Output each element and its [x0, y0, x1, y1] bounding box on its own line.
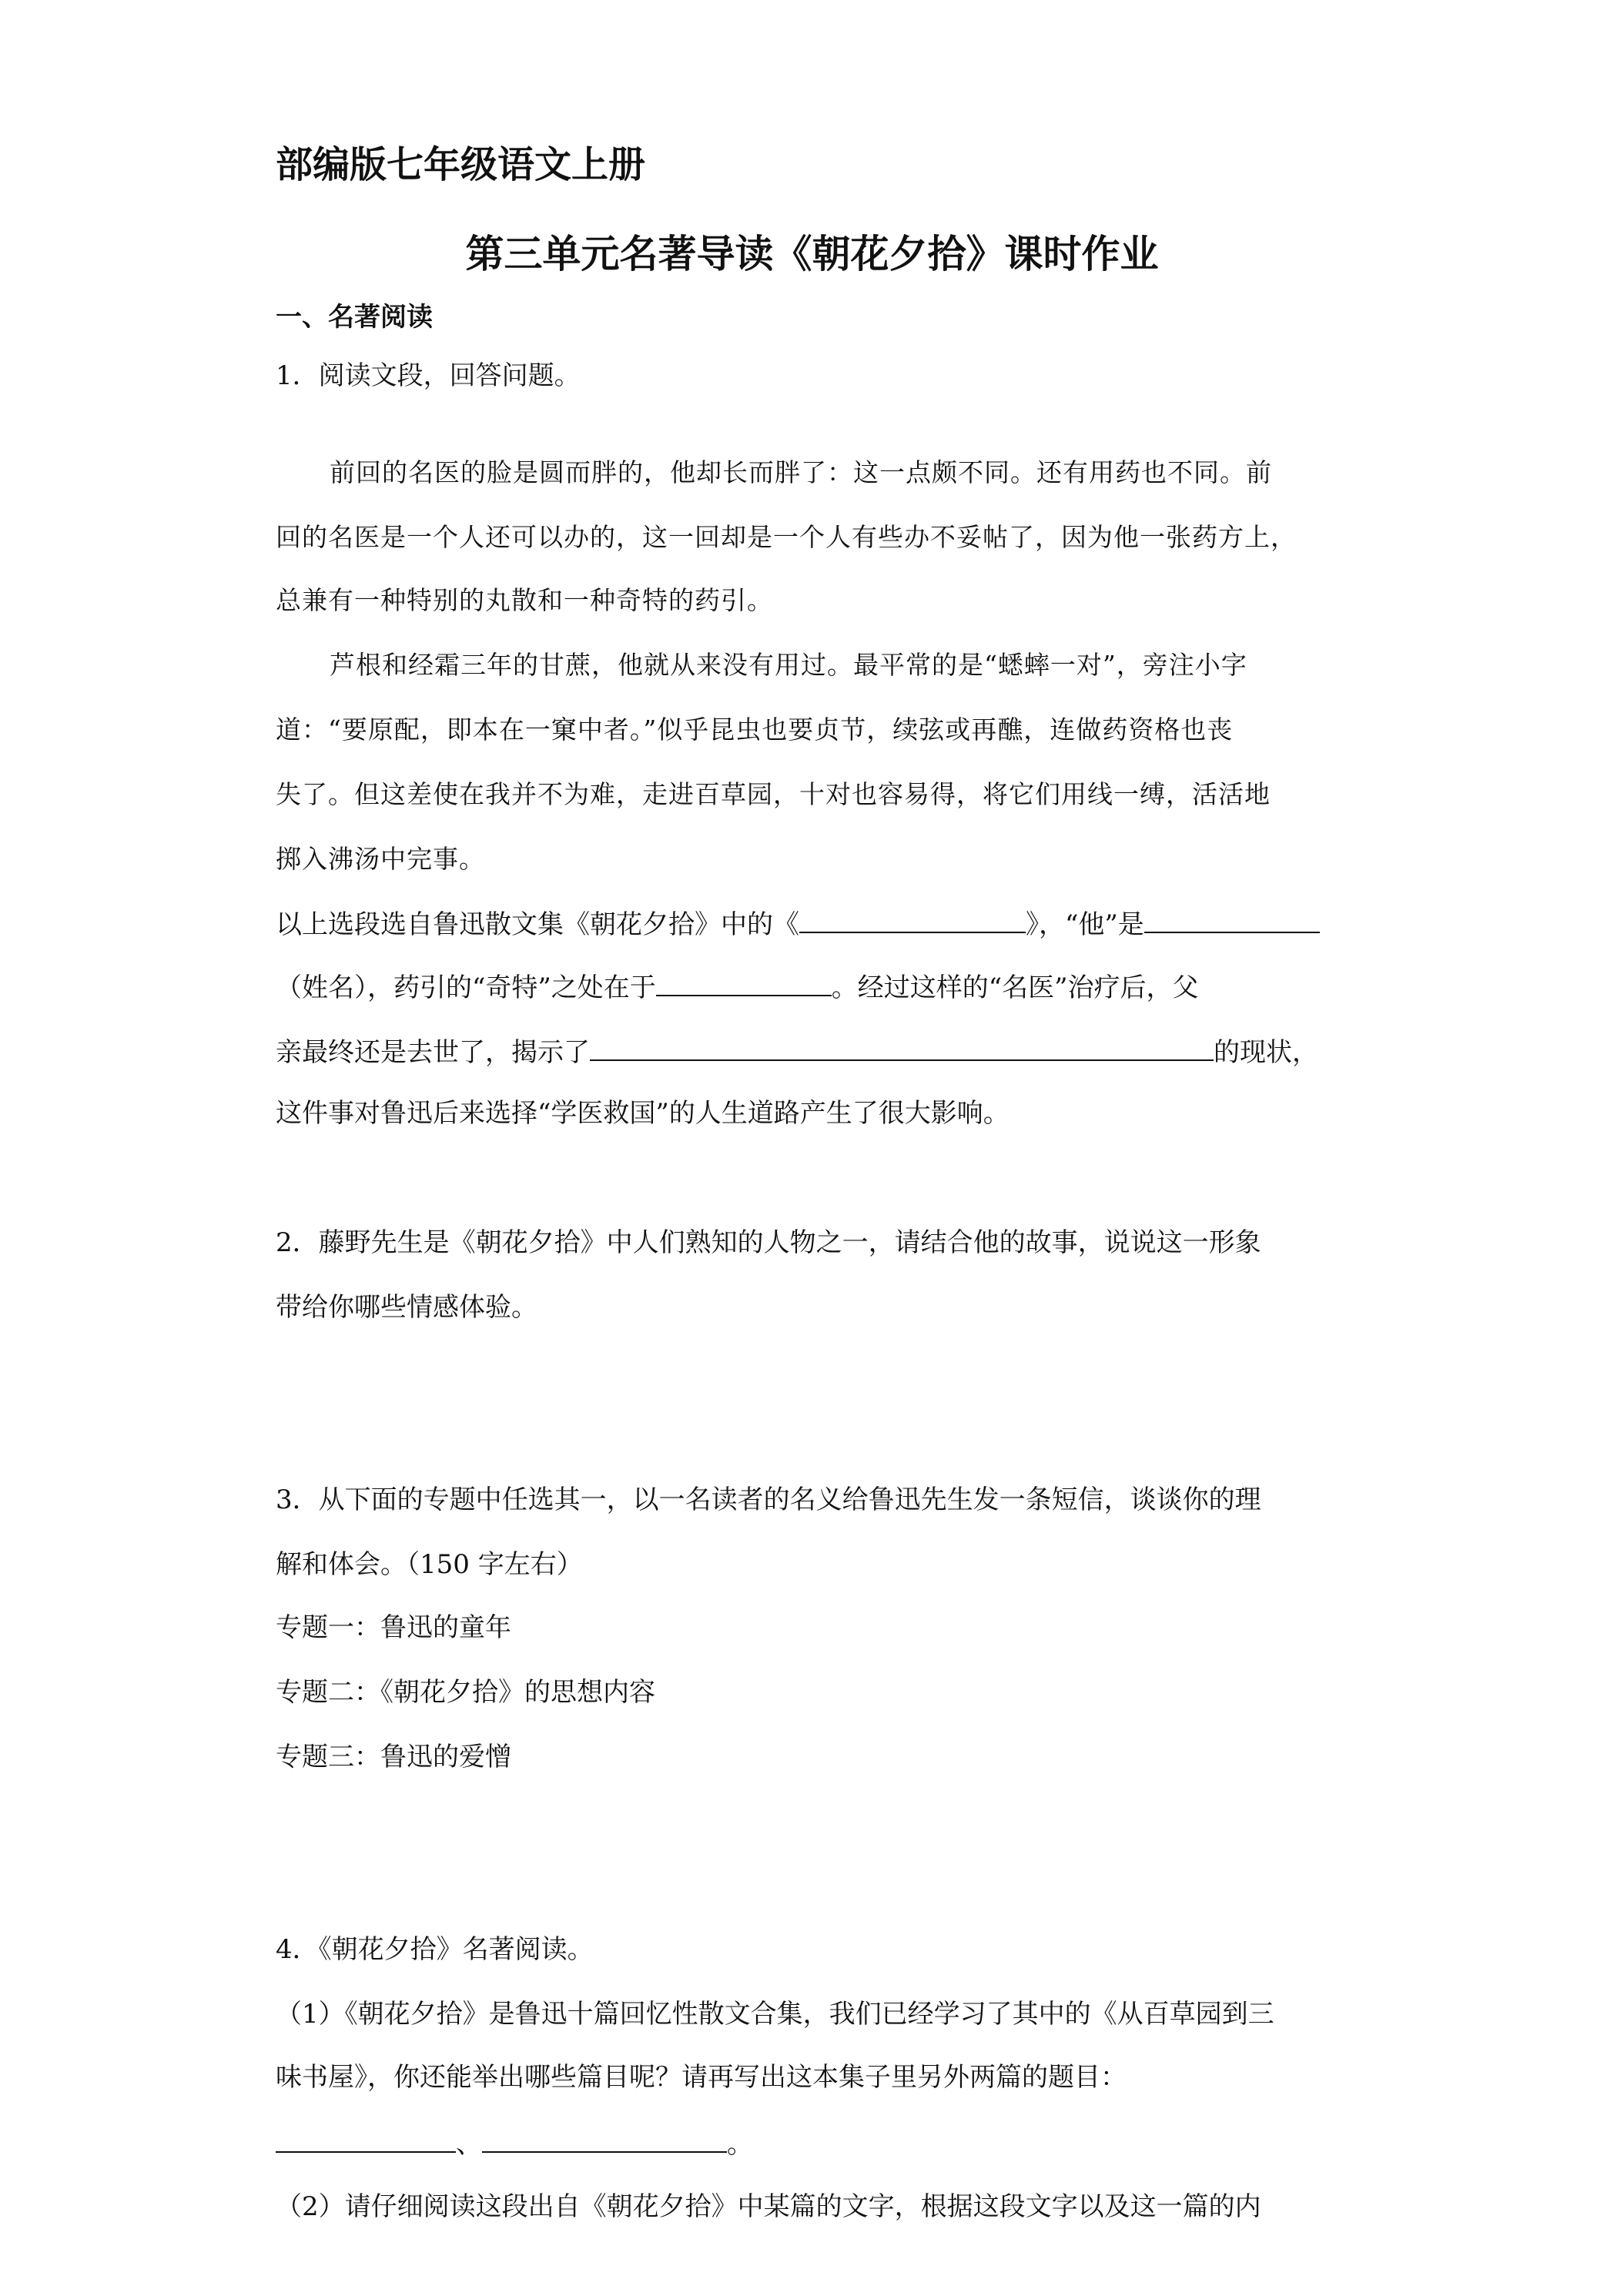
q3-line: 解和体会。（150 字左右） [276, 1549, 583, 1580]
name-blank[interactable] [1144, 905, 1320, 933]
situation-blank[interactable] [590, 1033, 1214, 1061]
q1-text: 》，“他”是 [1026, 909, 1144, 940]
q1-quote-line: 前回的名医的脸是圆而胖的，他却长而胖了：这一点颇不同。还有用药也不同。前 [330, 457, 1272, 487]
q4-part1-line: 味书屋》，你还能举出哪些篇目呢？请再写出这本集子里另外两篇的题目： [276, 2062, 1127, 2093]
medicine-blank[interactable] [656, 969, 832, 996]
q3-topic: 专题二：《朝花夕拾》的思想内容 [276, 1677, 655, 1708]
q3-line: 3．从下面的专题中任选其一，以一名读者的名义给鲁迅先生发一条短信，谈谈你的理 [276, 1484, 1261, 1515]
q1-quote-line: 失了。但这差使在我并不为难，走进百草园，十对也容易得，将它们用线一缚，活活地 [276, 779, 1271, 809]
q1-quote-line: 道：“要原配，即本在一窠中者。”似乎昆虫也要贞节，续弦或再醮，连做药资格也丧 [276, 715, 1234, 745]
q1-quote-line: 掷入沸汤中完事。 [276, 844, 485, 874]
q2-line: 2．藤野先生是《朝花夕拾》中人们熟知的人物之一，请结合他的故事，说说这一形象 [276, 1227, 1261, 1258]
q1-quote-line: 回的名医是一个人还可以办的，这一回却是一个人有些办不妥帖了，因为他一张药方上， [276, 522, 1297, 552]
q1-question-line [276, 905, 1320, 942]
q4-part2-line: （2）请仔细阅读这段出自《朝花夕拾》中某篇的文字，根据这段文字以及这一篇的内 [276, 2191, 1261, 2222]
section-heading: 一、名著阅读 [276, 302, 433, 333]
unit-title: 第三单元名著导读《朝花夕拾》课时作业 [465, 232, 1159, 276]
q1-text: 的现状， [1214, 1037, 1318, 1068]
q4-prompt: 4．《朝花夕拾》名著阅读。 [276, 1934, 594, 1965]
q3-topic: 专题三：鲁迅的爱憎 [276, 1742, 511, 1772]
essay-title-blank[interactable] [799, 905, 1026, 933]
essay-title-blank-1[interactable] [276, 2125, 456, 2153]
q4-part1-line: （1）《朝花夕拾》是鲁迅十篇回忆性散文合集，我们已经学习了其中的《从百草园到三 [276, 1999, 1274, 2030]
q1-text: 。经过这样的“名医”治疗后，父 [831, 972, 1199, 1003]
q1-question-line: 这件事对鲁迅后来选择“学医救国”的人生道路产生了很大影响。 [276, 1098, 1010, 1129]
q4-separator: 、 [456, 2129, 482, 2160]
q1-text: 亲最终还是去世了，揭示了 [276, 1037, 590, 1068]
q3-topic: 专题一：鲁迅的童年 [276, 1612, 511, 1643]
q1-quote-line: 芦根和经霜三年的甘蔗，他就从来没有用过。最平常的是“蟋蟀一对”，旁注小字 [330, 650, 1247, 680]
q1-question-line [276, 969, 1199, 1005]
essay-title-blank-2[interactable] [482, 2125, 727, 2153]
q1-quote-line: 总兼有一种特别的丸散和一种奇特的药引。 [276, 585, 773, 615]
book-title: 部编版七年级语文上册 [276, 143, 646, 186]
q1-text: 以上选段选自鲁迅散文集《朝花夕拾》中的《 [276, 909, 799, 940]
q4-answer-line [276, 2125, 753, 2161]
q2-line: 带给你哪些情感体验。 [276, 1292, 537, 1323]
q1-question-line [276, 1033, 1318, 1069]
q1-prompt: 1．阅读文段，回答问题。 [276, 360, 581, 391]
q4-end: 。 [727, 2129, 753, 2160]
q1-text: （姓名），药引的“奇特”之处在于 [276, 972, 656, 1003]
